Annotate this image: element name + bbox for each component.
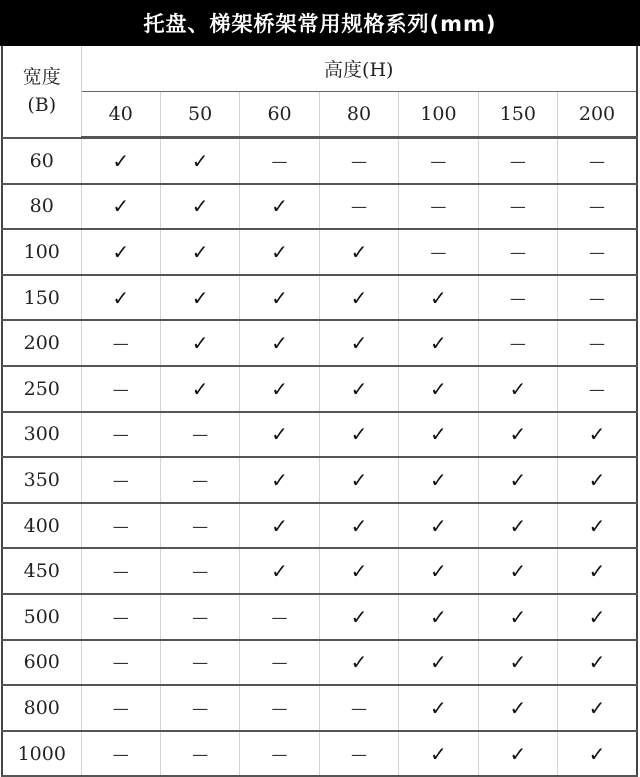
spec-cell: [240, 229, 319, 275]
check-icon: ✓: [191, 148, 209, 173]
check-icon: ✓: [350, 239, 368, 264]
width-value: 350: [2, 457, 81, 503]
table-row: [2, 412, 637, 458]
width-value: 600: [2, 640, 81, 686]
spec-cell: [319, 275, 398, 321]
spec-cell: [160, 503, 239, 549]
spec-cell: [478, 640, 557, 686]
height-col-header: 50: [160, 92, 239, 138]
dash-icon: —: [350, 151, 367, 171]
spec-cell: [558, 366, 637, 412]
dash-icon: —: [112, 744, 129, 764]
spec-cell: [160, 138, 239, 184]
spec-cell: [319, 548, 398, 594]
spec-cell: [319, 503, 398, 549]
dash-icon: —: [589, 151, 606, 171]
check-icon: ✓: [430, 285, 447, 310]
check-icon: ✓: [350, 467, 368, 492]
spec-cell: [558, 457, 637, 503]
spec-cell: [558, 685, 637, 731]
spec-cell: [319, 685, 398, 731]
table-row: [2, 685, 637, 731]
check-icon: ✓: [430, 559, 447, 584]
spec-cell: [160, 731, 239, 777]
dash-icon: —: [589, 334, 606, 354]
check-icon: ✓: [588, 695, 606, 720]
spec-cell: [240, 548, 319, 594]
dash-icon: —: [192, 698, 209, 718]
check-icon: ✓: [112, 194, 130, 219]
height-col-header: 100: [399, 92, 478, 138]
width-value: 250: [2, 366, 81, 412]
check-icon: ✓: [271, 194, 288, 219]
spec-cell: [240, 594, 319, 640]
spec-cell: [160, 184, 239, 230]
table-row: [2, 320, 637, 366]
dash-icon: —: [430, 151, 447, 171]
header-row-height: [2, 46, 637, 92]
spec-cell: [478, 184, 557, 230]
dash-icon: —: [350, 698, 367, 718]
spec-cell: [399, 731, 478, 777]
height-col-header: 200: [558, 92, 637, 138]
spec-cell: [160, 275, 239, 321]
width-header: [2, 46, 81, 138]
spec-cell: [319, 184, 398, 230]
spec-cell: [240, 731, 319, 777]
spec-cell: [319, 640, 398, 686]
spec-cell: [160, 548, 239, 594]
width-label: 宽度: [22, 66, 61, 89]
check-icon: ✓: [430, 422, 447, 447]
check-icon: ✓: [350, 376, 368, 401]
dash-icon: —: [509, 242, 526, 262]
width-value: 80: [2, 184, 81, 230]
spec-cell: [399, 184, 478, 230]
check-icon: ✓: [509, 422, 527, 447]
dash-icon: —: [192, 470, 209, 490]
table-row: [2, 548, 637, 594]
spec-cell: [81, 594, 160, 640]
spec-cell: [81, 640, 160, 686]
check-icon: ✓: [430, 604, 447, 629]
dash-icon: —: [350, 744, 367, 764]
spec-cell: [558, 275, 637, 321]
spec-cell: [478, 275, 557, 321]
check-icon: ✓: [350, 513, 368, 538]
check-icon: ✓: [350, 331, 368, 356]
dash-icon: —: [509, 151, 526, 171]
spec-cell: [240, 457, 319, 503]
spec-cell: [399, 640, 478, 686]
check-icon: ✓: [509, 467, 527, 492]
spec-cell: [399, 685, 478, 731]
spec-cell: [478, 138, 557, 184]
spec-cell: [160, 412, 239, 458]
spec-cell: [558, 412, 637, 458]
dash-icon: —: [192, 653, 209, 673]
spec-cell: [558, 503, 637, 549]
spec-cell: [81, 503, 160, 549]
dash-icon: —: [112, 425, 129, 445]
check-icon: ✓: [271, 285, 288, 310]
spec-cell: [558, 184, 637, 230]
dash-icon: —: [192, 516, 209, 536]
width-unit-label: (B): [27, 94, 57, 117]
table-row: [2, 731, 637, 777]
check-icon: ✓: [271, 467, 288, 492]
height-col-header: 60: [240, 92, 319, 138]
spec-cell: [81, 548, 160, 594]
check-icon: ✓: [430, 741, 447, 766]
dash-icon: —: [271, 151, 288, 171]
dash-icon: —: [589, 197, 606, 217]
spec-cell: [240, 412, 319, 458]
spec-cell: [399, 412, 478, 458]
spec-cell: [558, 640, 637, 686]
check-icon: ✓: [191, 376, 209, 401]
check-icon: ✓: [588, 559, 606, 584]
spec-cell: [399, 275, 478, 321]
dash-icon: —: [192, 562, 209, 582]
spec-cell: [558, 594, 637, 640]
width-value: 800: [2, 685, 81, 731]
spec-cell: [478, 685, 557, 731]
check-icon: ✓: [350, 604, 368, 629]
dash-icon: —: [112, 516, 129, 536]
spec-cell: [81, 138, 160, 184]
height-col-header: 150: [478, 92, 557, 138]
spec-cell: [81, 275, 160, 321]
spec-cell: [160, 366, 239, 412]
check-icon: ✓: [430, 695, 447, 720]
dash-icon: —: [112, 607, 129, 627]
spec-cell: [81, 412, 160, 458]
table-row: [2, 138, 637, 184]
spec-cell: [81, 731, 160, 777]
spec-cell: [558, 320, 637, 366]
spec-cell: [558, 138, 637, 184]
spec-cell: [319, 366, 398, 412]
check-icon: ✓: [350, 650, 368, 675]
table-row: [2, 275, 637, 321]
spec-cell: [399, 503, 478, 549]
spec-cell: [319, 594, 398, 640]
spec-cell: [160, 640, 239, 686]
spec-table: [1, 46, 638, 777]
spec-cell: [160, 685, 239, 731]
spec-cell: [160, 457, 239, 503]
check-icon: ✓: [588, 467, 606, 492]
table-title: 托盘、梯架桥架常用规格系列(mm): [0, 0, 640, 46]
check-icon: ✓: [588, 422, 606, 447]
check-icon: ✓: [350, 285, 368, 310]
check-icon: ✓: [271, 559, 288, 584]
width-value: 500: [2, 594, 81, 640]
check-icon: ✓: [191, 285, 209, 310]
spec-cell: [399, 320, 478, 366]
dash-icon: —: [112, 653, 129, 673]
dash-icon: —: [192, 744, 209, 764]
table-row: [2, 503, 637, 549]
spec-cell: [240, 640, 319, 686]
check-icon: ✓: [191, 331, 209, 356]
check-icon: ✓: [112, 148, 130, 173]
spec-cell: [399, 229, 478, 275]
dash-icon: —: [430, 197, 447, 217]
width-value: 300: [2, 412, 81, 458]
dash-icon: —: [271, 698, 288, 718]
dash-icon: —: [112, 334, 129, 354]
check-icon: ✓: [509, 604, 527, 629]
spec-cell: [399, 457, 478, 503]
dash-icon: —: [589, 242, 606, 262]
spec-cell: [478, 412, 557, 458]
table-row: [2, 457, 637, 503]
spec-cell: [240, 366, 319, 412]
check-icon: ✓: [509, 513, 527, 538]
spec-cell: [478, 503, 557, 549]
check-icon: ✓: [509, 650, 527, 675]
table-row: [2, 366, 637, 412]
width-value: 1000: [2, 731, 81, 777]
header-row-heights: [2, 92, 637, 138]
spec-cell: [81, 366, 160, 412]
spec-cell: [319, 320, 398, 366]
check-icon: ✓: [588, 513, 606, 538]
dash-icon: —: [509, 288, 526, 308]
spec-cell: [399, 366, 478, 412]
check-icon: ✓: [509, 559, 527, 584]
spec-cell: [478, 366, 557, 412]
width-value: 150: [2, 275, 81, 321]
height-col-header: 80: [319, 92, 398, 138]
spec-cell: [558, 229, 637, 275]
check-icon: ✓: [112, 239, 130, 264]
height-header: 高度(H): [81, 46, 637, 92]
width-value: 200: [2, 320, 81, 366]
check-icon: ✓: [430, 376, 447, 401]
dash-icon: —: [112, 470, 129, 490]
spec-cell: [478, 731, 557, 777]
spec-cell: [160, 594, 239, 640]
check-icon: ✓: [509, 376, 527, 401]
spec-cell: [319, 731, 398, 777]
spec-cell: [240, 503, 319, 549]
dash-icon: —: [509, 334, 526, 354]
dash-icon: —: [112, 698, 129, 718]
dash-icon: —: [271, 653, 288, 673]
dash-icon: —: [589, 288, 606, 308]
check-icon: ✓: [430, 513, 447, 538]
spec-cell: [240, 275, 319, 321]
width-value: 100: [2, 229, 81, 275]
dash-icon: —: [271, 607, 288, 627]
dash-icon: —: [112, 562, 129, 582]
spec-cell: [160, 320, 239, 366]
spec-cell: [240, 184, 319, 230]
spec-cell: [81, 685, 160, 731]
table-row: [2, 640, 637, 686]
check-icon: ✓: [588, 650, 606, 675]
spec-cell: [478, 548, 557, 594]
spec-cell: [319, 412, 398, 458]
check-icon: ✓: [271, 331, 288, 356]
spec-cell: [240, 685, 319, 731]
dash-icon: —: [112, 379, 129, 399]
dash-icon: —: [271, 744, 288, 764]
table-row: [2, 229, 637, 275]
dash-icon: —: [350, 197, 367, 217]
dash-icon: —: [192, 425, 209, 445]
spec-cell: [81, 184, 160, 230]
spec-cell: [319, 457, 398, 503]
check-icon: ✓: [588, 741, 606, 766]
check-icon: ✓: [430, 331, 447, 356]
check-icon: ✓: [588, 604, 606, 629]
spec-cell: [478, 229, 557, 275]
spec-cell: [478, 457, 557, 503]
spec-cell: [399, 594, 478, 640]
spec-cell: [319, 229, 398, 275]
spec-cell: [399, 548, 478, 594]
dash-icon: —: [192, 607, 209, 627]
width-value: 450: [2, 548, 81, 594]
height-col-header: 40: [81, 92, 160, 138]
dash-icon: —: [430, 242, 447, 262]
check-icon: ✓: [271, 376, 288, 401]
spec-cell: [478, 320, 557, 366]
spec-cell: [558, 548, 637, 594]
check-icon: ✓: [271, 513, 288, 538]
spec-cell: [478, 594, 557, 640]
spec-cell: [319, 138, 398, 184]
check-icon: ✓: [430, 650, 447, 675]
check-icon: ✓: [350, 559, 368, 584]
table-body: [2, 138, 637, 777]
spec-cell: [81, 229, 160, 275]
spec-cell: [81, 320, 160, 366]
spec-cell: [558, 731, 637, 777]
check-icon: ✓: [509, 695, 527, 720]
spec-cell: [240, 138, 319, 184]
check-icon: ✓: [191, 239, 209, 264]
check-icon: ✓: [271, 422, 288, 447]
spec-cell: [399, 138, 478, 184]
width-value: 400: [2, 503, 81, 549]
dash-icon: —: [509, 197, 526, 217]
table-row: [2, 184, 637, 230]
check-icon: ✓: [191, 194, 209, 219]
table-row: [2, 594, 637, 640]
spec-cell: [81, 457, 160, 503]
check-icon: ✓: [509, 741, 527, 766]
check-icon: ✓: [271, 239, 288, 264]
check-icon: ✓: [430, 467, 447, 492]
check-icon: ✓: [112, 285, 130, 310]
width-value: 60: [2, 138, 81, 184]
spec-cell: [160, 229, 239, 275]
dash-icon: —: [589, 379, 606, 399]
spec-cell: [240, 320, 319, 366]
check-icon: ✓: [350, 422, 368, 447]
